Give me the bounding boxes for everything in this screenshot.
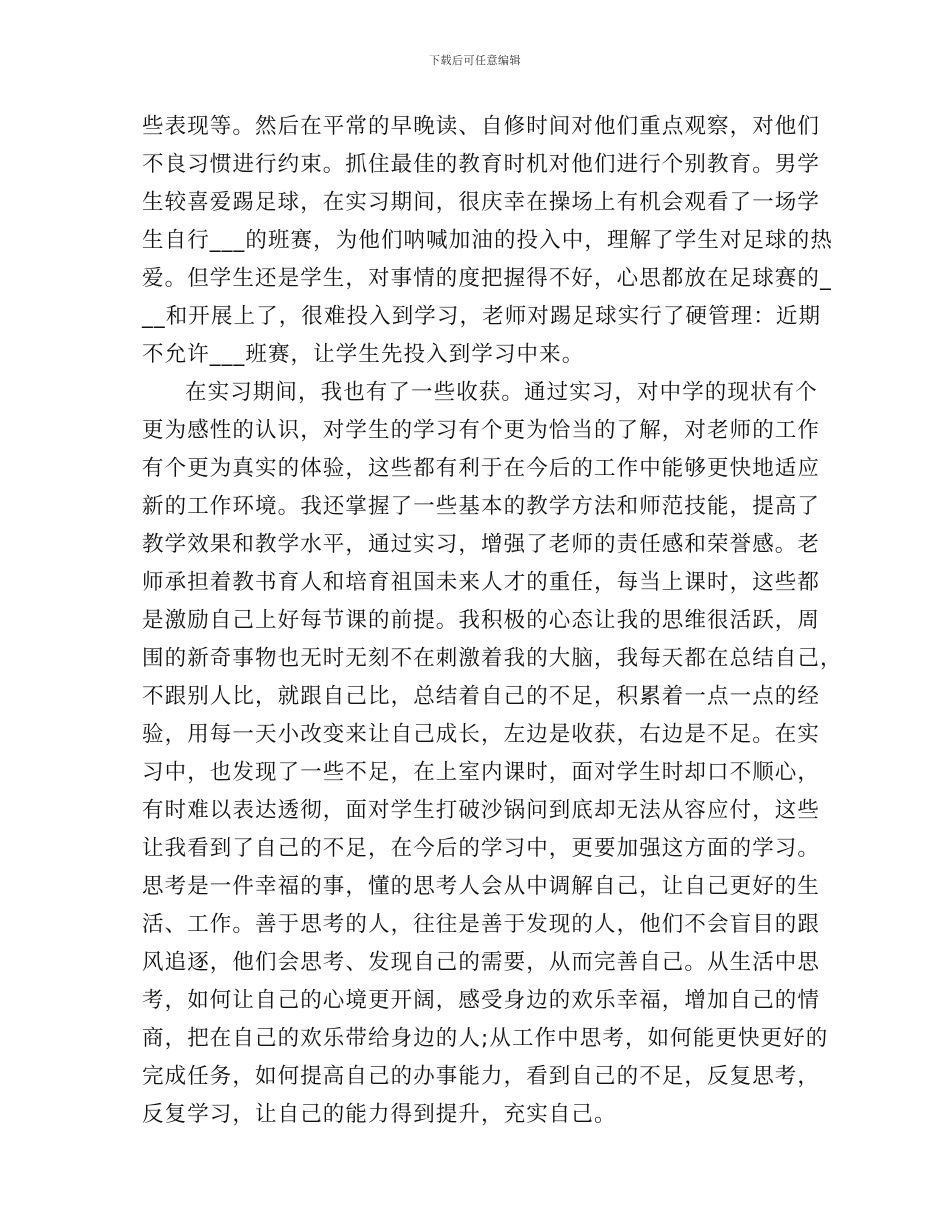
- text-line: 不良习惯进行约束。抓住最佳的教育时机对他们进行个别教育。男学: [142, 152, 821, 177]
- text-line: 些表现等。然后在平常的早晚读、自修时间对他们重点观察，对他们: [142, 114, 821, 139]
- text-line: 围的新奇事物也无时无刻不在刺激着我的大脑，我每天都在总结自己，: [142, 646, 843, 671]
- text-line: 教学效果和教学水平，通过实习，增强了老师的责任感和荣誉感。老: [142, 532, 821, 557]
- page-header: 下载后可任意编辑: [429, 54, 521, 67]
- text-line: 不跟别人比，就跟自己比，总结着自己的不足，积累着一点一点的经: [142, 684, 821, 709]
- text-line: 生自行___的班赛，为他们呐喊加油的投入中，理解了学生对足球的热: [142, 228, 833, 253]
- text-line: 习中，也发现了一些不足，在上室内课时，面对学生时却口不顺心，: [142, 760, 821, 785]
- text-line: 不允许___班赛，让学生先投入到学习中来。: [142, 342, 585, 367]
- text-line: 风追逐，他们会思考、发现自己的需要，从而完善自己。从生活中思: [142, 950, 821, 975]
- document-body: [142, 108, 843, 1134]
- text-line: 验，用每一天小改变来让自己成长，左边是收获，右边是不足。在实: [142, 722, 821, 747]
- text-line: 有个更为真实的体验，这些都有利于在今后的工作中能够更快地适应: [142, 456, 821, 481]
- text-line: 商，把在自己的欢乐带给身边的人;从工作中思考，如何能更快更好的: [142, 1026, 829, 1051]
- text-line: 考，如何让自己的心境更开阔，感受身边的欢乐幸福，增加自己的情: [142, 988, 821, 1013]
- text-line: 爱。但学生还是学生，对事情的度把握得不好，心思都放在足球赛的_: [142, 266, 832, 291]
- paragraph-1: [142, 108, 833, 374]
- text-line: 在实习期间，我也有了一些收获。通过实习，对中学的现状有个: [185, 380, 818, 405]
- text-line: 反复学习，让自己的能力得到提升，充实自己。: [142, 1102, 617, 1127]
- text-line: 新的工作环境。我还掌握了一些基本的教学方法和师范技能，提高了: [142, 494, 821, 519]
- text-line: 思考是一件幸福的事，懂的思考人会从中调解自己，让自己更好的生: [142, 874, 821, 899]
- text-line: 有时难以表达透彻，面对学生打破沙锅问到底却无法从容应付，这些: [142, 798, 821, 823]
- text-line: 完成任务，如何提高自己的办事能力，看到自己的不足，反复思考，: [142, 1064, 821, 1089]
- text-line: 让我看到了自己的不足，在今后的学习中，更要加强这方面的学习。: [142, 836, 821, 861]
- text-line: 活、工作。善于思考的人，往往是善于发现的人，他们不会盲目的跟: [142, 912, 821, 937]
- text-line: 是激励自己上好每节课的前提。我积极的心态让我的思维很活跃，周: [142, 608, 821, 633]
- text-line: 生较喜爱踢足球，在实习期间，很庆幸在操场上有机会观看了一场学: [142, 190, 821, 215]
- text-line: __和开展上了，很难投入到学习，老师对踢足球实行了硬管理：近期: [142, 304, 822, 329]
- text-line: 更为感性的认识，对学生的学习有个更为恰当的了解，对老师的工作: [142, 418, 821, 443]
- paragraph-2: [142, 374, 843, 1134]
- text-line: 师承担着教书育人和培育祖国未来人才的重任，每当上课时，这些都: [142, 570, 821, 595]
